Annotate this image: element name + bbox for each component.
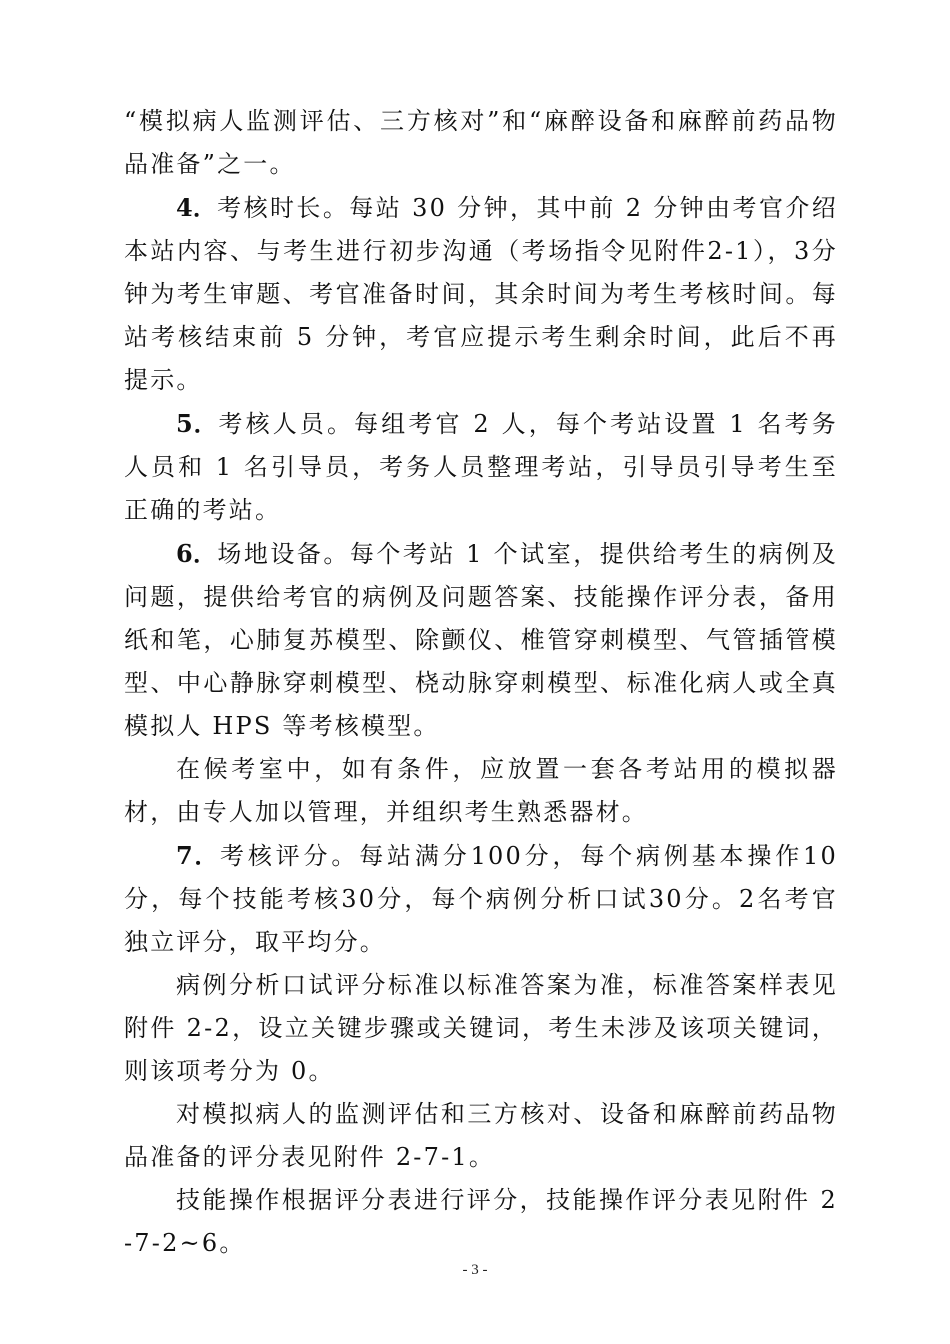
paragraph-waiting-room [124,748,838,834]
item-number: 7． [176,841,220,870]
paragraph-text: 考核人员。每组考官 2 人，每个考站设置 1 名考务人员和 1 名引导员，考务人员整理考站，引导员引导考生至正确的考站。 [124,410,838,524]
item-number: 4． [176,193,218,222]
body-text [124,100,838,1265]
paragraph-venue-equipment [124,532,838,748]
paragraph-text: 场地设备。每个考站 1 个试室，提供给考生的病例及问题，提供给考官的病例及问题答案、技能操作评分表，备用纸和笔，心肺复苏模型、除颤仪、椎管穿刺模型、气管插管模型、中心静脉穿刺模型、桡动脉穿刺模型、标准化病人或全真模拟人 HPS 等考核模型。 [124,540,838,740]
paragraph-oral-scoring [124,964,838,1093]
paragraph-exam-staff [124,402,838,532]
paragraph-scoring [124,834,838,964]
paragraph-score-sheet [124,1093,838,1179]
paragraph-text: 技能操作根据评分表进行评分，技能操作评分表见附件 2-7-2~6。 [124,1186,838,1257]
paragraph-text: 考核时长。每站 30 分钟，其中前 2 分钟由考官介绍本站内容、与考生进行初步沟通（考场指令见附件2-1），3分钟为考生审题、考官准备时间，其余时间为考生考核时间。每站考核结束前 5 分钟，考官应提示考生剩余时间，此后不再提示。 [124,194,838,394]
paragraph-text: 考核评分。每站满分100分，每个病例基本操作10分，每个技能考核30分，每个病例分析口试30分。2名考官独立评分，取平均分。 [124,842,839,956]
paragraph-skill-scoring [124,1179,838,1265]
paragraph-text: 在候考室中，如有条件，应放置一套各考站用的模拟器材，由专人加以管理，并组织考生熟悉器材。 [124,755,838,826]
page-number: - 3 - [462,1262,488,1278]
paragraph-text: 对模拟病人的监测评估和三方核对、设备和麻醉前药品物品准备的评分表见附件 2-7-1。 [124,1100,838,1171]
paragraph-continuation [124,100,838,186]
paragraph-exam-duration [124,186,838,402]
item-number: 6． [176,539,218,568]
paragraph-text: 病例分析口试评分标准以标准答案为准，标准答案样表见附件 2-2，设立关键步骤或关键词，考生未涉及该项关键词，则该项考分为 0。 [124,971,838,1085]
paragraph-text: “模拟病人监测评估、三方核对”和“麻醉设备和麻醉前药品物品准备”之一。 [124,107,838,178]
item-number: 5． [176,409,219,438]
